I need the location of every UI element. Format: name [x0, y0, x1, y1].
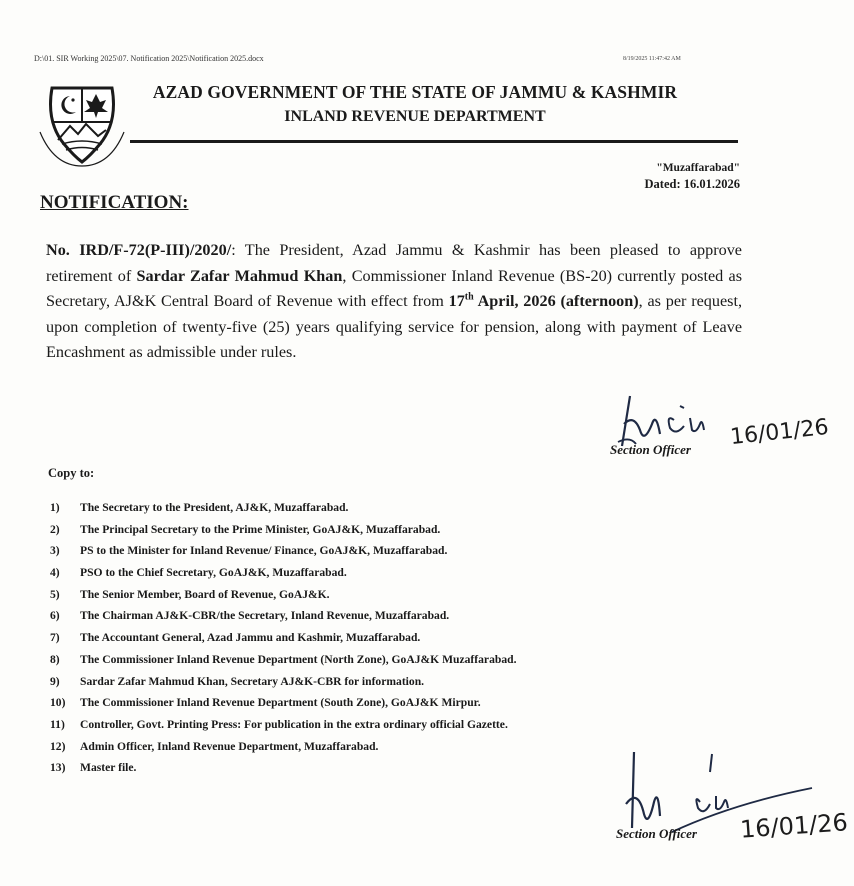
notification-body [46, 238, 742, 366]
list-item: 11) Controller, Govt. Printing Press: For publication in the extra ordinary official Gazette. [50, 717, 508, 731]
list-item: 12) Admin Officer, Inland Revenue Department, Muzaffarabad. [50, 739, 379, 753]
list-item: 3) PS to the Minister for Inland Revenue/ Finance, GoAJ&K, Muzaffarabad. [50, 544, 448, 558]
government-title: AZAD GOVERNMENT OF THE STATE OF JAMMU & KASHMIR [152, 82, 678, 102]
place-line: "Muzaffarabad" [656, 162, 740, 174]
print-timestamp: 8/19/2025 11:47:42 AM [623, 56, 681, 62]
list-item: 8) The Commissioner Inland Revenue Department (North Zone), GoAJ&K Muzaffarabad. [50, 652, 517, 666]
file-path-line: D:\01. SIR Working 2025\07. Notification 2025\Notification 2025.docx [34, 54, 264, 63]
list-item: 5) The Senior Member, Board of Revenue, GoAJ&K. [50, 587, 330, 601]
list-item: 13) Master file. [50, 761, 137, 775]
signature-2-date: 16/01/26 [739, 808, 849, 844]
list-item: 9) Sardar Zafar Mahmud Khan, Secretary AJ&K-CBR for information. [50, 674, 425, 688]
reference-number: No. IRD/F-72(P-III)/2020/ [46, 241, 232, 259]
signature-2-title: Section Officer [616, 826, 697, 841]
signature-1-date: 16/01/26 [728, 414, 830, 451]
department-title: INLAND REVENUE DEPARTMENT [284, 108, 546, 125]
signature-block-2 [612, 744, 849, 864]
list-item: 1) The Secretary to the President, AJ&K, Muzaffarabad. [50, 501, 349, 514]
list-item: 6) The Chairman AJ&K-CBR/the Secretary, Inland Revenue, Muzaffarabad. [50, 609, 450, 623]
ajk-emblem-logo [34, 82, 130, 168]
body-text-1: : The President, Azad Jammu & Kashmir has been pleased to approve retirement of [46, 241, 742, 285]
body-text-2: , Commissioner Inland Revenue (BS-20) currently posted as Secretary, AJ&K Central Board of Revenue with effect from [46, 266, 743, 310]
signature-block-1 [600, 384, 830, 474]
effective-date: 17th April, 2026 (afternoon) [448, 291, 639, 310]
notification-heading: NOTIFICATION: [40, 192, 189, 213]
dated-line: Dated: 16.01.2026 [644, 177, 740, 191]
header-rule [130, 140, 738, 143]
copy-to-label: Copy to: [48, 466, 95, 480]
list-item: 10) The Commissioner Inland Revenue Department (South Zone), GoAJ&K Mirpur. [50, 696, 481, 710]
list-item: 7) The Accountant General, Azad Jammu and Kashmir, Muzaffarabad. [50, 631, 421, 645]
copy-distribution-list [50, 497, 750, 779]
list-item: 4) PSO to the Chief Secretary, GoAJ&K, Muzaffarabad. [50, 566, 347, 580]
list-item: 2) The Principal Secretary to the Prime Minister, GoAJ&K, Muzaffarabad. [50, 522, 441, 536]
body-text-3: , as per request, upon completion of twenty-five (25) years qualifying service for pension, along with payment of Leave Encashment as admissible under rules. [46, 292, 743, 361]
signature-1-title: Section Officer [610, 442, 691, 457]
officer-name: Sardar Zafar Mahmud Khan [136, 266, 343, 285]
